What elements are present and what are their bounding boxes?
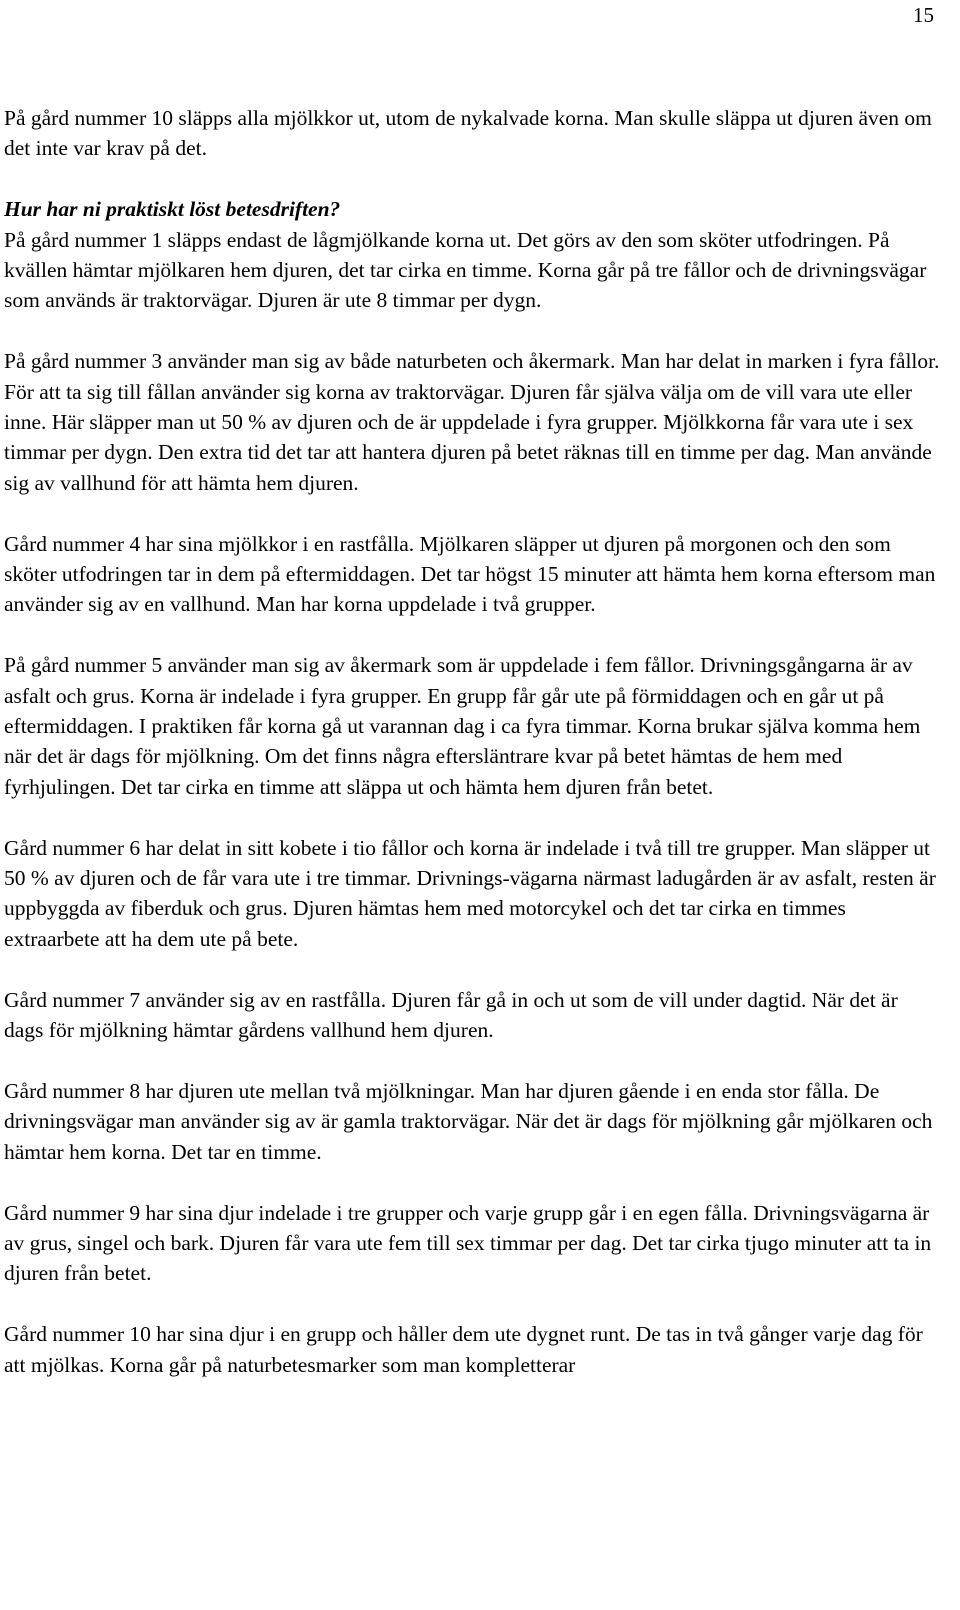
page-number: 15: [913, 3, 934, 27]
paragraph-farm-7: Gård nummer 7 använder sig av en rastfålla. Djuren får gå in och ut som de vill under dagtid. När det är dags för mjölkning hämtar gårdens vallhund hem djuren.: [4, 987, 898, 1043]
paragraph-farm-5: På gård nummer 5 använder man sig av åkermark som är uppdelade i fem fållor. Drivningsgångarna är av asfalt och grus. Korna är indelade i fyra grupper. En grupp får går ute på förmiddagen och en går ut på eftermiddagen. I praktiken får korna gå ut varannan dag i ca fyra timmar. Korna brukar själva komma hem när det är dags för mjölkning. Om det finns några eftersläntrare kvar på betet hämtas de hem med fyrhjulingen. Det tar cirka en timme att släppa ut och hämta hem djuren från betet.: [4, 653, 921, 799]
paragraph-farm-1: På gård nummer 1 släpps endast de lågmjölkande korna ut. Det görs av den som sköter utfodringen. På kvällen hämtar mjölkaren hem djuren, det tar cirka en timme. Korna går på tre fållor och de drivningsvägar som används är traktorvägar. Djuren är ute 8 timmar per dygn.: [4, 227, 927, 313]
paragraph-farm-10-intro: På gård nummer 10 släpps alla mjölkkor ut, utom de nykalvade korna. Man skulle släppa ut djuren även om det inte var krav på det.: [4, 106, 932, 161]
document-body: [4, 103, 940, 1380]
paragraph-farm-8: Gård nummer 8 har djuren ute mellan två mjölkningar. Man har djuren gående i en enda stor fålla. De drivningsvägar man använder sig av är gamla traktorvägar. När det är dags för mjölkning går mjölkaren och hämtar hem korna. Det tar en timme.: [4, 1078, 933, 1164]
paragraph-farm-6: Gård nummer 6 har delat in sitt kobete i tio fållor och korna är indelade i två till tre grupper. Man släpper ut 50 % av djuren och de får vara ute i tre timmar. Drivnings-vägarna närmast ladugården är av asfalt, resten är uppbyggda av fiberduk och grus. Djuren hämtas hem med motorcykel och det tar cirka en timmes extraarbete att ha dem ute på bete.: [4, 835, 936, 951]
paragraph-farm-10: Gård nummer 10 har sina djur i en grupp och håller dem ute dygnet runt. De tas in två gånger varje dag för att mjölkas. Korna går på naturbetesmarker som man kompletterar: [4, 1322, 923, 1377]
paragraph-farm-4: Gård nummer 4 har sina mjölkkor i en rastfålla. Mjölkaren släpper ut djuren på morgonen och den som sköter utfodringen tar in dem på eftermiddagen. Det tar högst 15 minuter att hämta hem korna eftersom man använder sig av en vallhund. Man har korna uppdelade i två grupper.: [4, 531, 936, 617]
section-heading: Hur har ni praktiskt löst betesdriften?: [4, 197, 341, 222]
paragraph-farm-3: På gård nummer 3 använder man sig av både naturbeten och åkermark. Man har delat in marken i fyra fållor. För att ta sig till fållan använder sig korna av traktorvägar. Djuren får själva välja om de vill vara ute eller inne. Här släpper man ut 50 % av djuren och de är uppdelade i fyra grupper. Mjölkkorna får vara ute i sex timmar per dygn. Den extra tid det tar att hantera djuren på betet räknas till en timme per dag. Man använde sig av vallhund för att hämta hem djuren.: [4, 349, 940, 495]
paragraph-farm-9: Gård nummer 9 har sina djur indelade i tre grupper och varje grupp går i en egen fålla. Drivningsvägarna är av grus, singel och bark. Djuren får vara ute fem till sex timmar per dag. Det tar cirka tjugo minuter att ta in djuren från betet.: [4, 1200, 932, 1286]
